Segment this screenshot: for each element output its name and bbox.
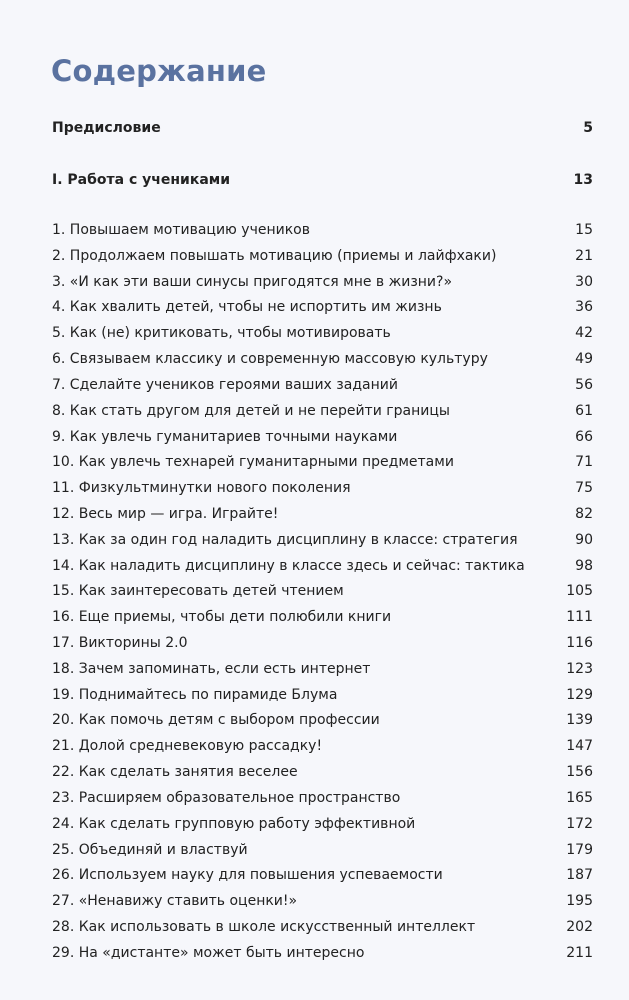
entry-page: 111	[566, 609, 593, 626]
toc-entry	[52, 323, 593, 349]
toc-entry	[52, 762, 593, 788]
entry-page: 123	[566, 660, 593, 677]
toc-entry	[52, 891, 593, 917]
entry-page: 165	[566, 789, 593, 806]
toc-entry	[52, 685, 593, 711]
entry-label: 28. Как использовать в школе искусственный интеллект	[52, 918, 476, 935]
entry-label: 18. Зачем запоминать, если есть интернет	[52, 660, 371, 677]
toc-entry	[52, 581, 593, 607]
toc-entry	[52, 865, 593, 891]
toc-part-heading	[52, 170, 593, 190]
entry-label: 10. Как увлечь технарей гуманитарными предметами	[52, 454, 454, 471]
entry-label: 21. Долой средневековую рассадку!	[52, 738, 323, 755]
toc-entry	[52, 710, 593, 736]
toc-entry	[52, 736, 593, 762]
entry-page: 179	[566, 841, 593, 858]
entry-label: 27. «Ненавижу ставить оценки!»	[52, 893, 298, 910]
entry-page: 5	[583, 120, 593, 136]
entry-page: 147	[566, 738, 593, 755]
toc-entry	[52, 401, 593, 427]
entry-page: 116	[566, 635, 593, 651]
entry-label: 25. Объединяй и властвуй	[52, 841, 248, 858]
entry-label: 23. Расширяем образовательное пространство	[52, 789, 401, 806]
toc-entry	[52, 607, 593, 633]
entry-label: 3. «И как эти ваши синусы пригодятся мне в жизни?»	[52, 273, 453, 290]
entry-page: 211	[566, 944, 593, 961]
entry-label: 14. Как наладить дисциплину в классе здесь и сейчас: тактика	[52, 557, 525, 574]
entry-page: 13	[573, 172, 593, 188]
entry-label: 17. Викторины 2.0	[52, 635, 188, 651]
entry-label: 22. Как сделать занятия веселее	[52, 764, 298, 781]
toc-entry	[52, 427, 593, 453]
toc-entry	[52, 530, 593, 556]
toc-entry	[52, 349, 593, 375]
toc-list	[0, 220, 593, 969]
entry-page: 56	[575, 376, 593, 393]
entry-label: 7. Сделайте учеников героями ваших заданий	[52, 376, 398, 393]
toc-entry	[52, 478, 593, 504]
entry-page: 202	[566, 918, 593, 935]
entry-label: 26. Используем науку для повышения успеваемости	[52, 867, 443, 884]
entry-page: 105	[566, 583, 593, 600]
entry-page: 98	[575, 557, 593, 574]
toc-entry	[52, 814, 593, 840]
toc-entry	[52, 246, 593, 272]
entry-label: 19. Поднимайтесь по пирамиде Блума	[52, 686, 338, 703]
entry-label: 2. Продолжаем повышать мотивацию (приемы и лайфхаки)	[52, 247, 497, 264]
entry-page: 15	[575, 222, 593, 238]
entry-page: 187	[566, 867, 593, 884]
entry-page: 30	[575, 273, 593, 290]
entry-page: 90	[575, 531, 593, 548]
entry-label: 11. Физкультминутки нового поколения	[52, 480, 351, 497]
page-title: Содержание	[51, 54, 267, 88]
toc-entry	[52, 917, 593, 943]
entry-label: 13. Как за один год наладить дисциплину в классе: стратегия	[52, 531, 518, 548]
toc-entry	[52, 788, 593, 814]
toc-entry	[52, 220, 593, 246]
entry-label: 16. Еще приемы, чтобы дети полюбили книги	[52, 609, 392, 626]
entry-page: 42	[575, 325, 593, 342]
toc-entry	[52, 504, 593, 530]
entry-label: 1. Повышаем мотивацию учеников	[52, 222, 310, 238]
entry-label: 29. На «дистанте» может быть интересно	[52, 944, 365, 961]
entry-page: 75	[575, 480, 593, 497]
entry-page: 139	[566, 712, 593, 729]
toc-entry-preface	[52, 118, 593, 138]
toc-entry	[52, 272, 593, 298]
entry-label: 20. Как помочь детям с выбором профессии	[52, 712, 380, 729]
entry-label: 24. Как сделать групповую работу эффективной	[52, 815, 416, 832]
toc-entry	[52, 452, 593, 478]
toc-entry	[52, 556, 593, 582]
entry-label: 12. Весь мир — игра. Играйте!	[52, 505, 279, 522]
entry-label: 5. Как (не) критиковать, чтобы мотивировать	[52, 325, 391, 342]
entry-label: 4. Как хвалить детей, чтобы не испортить им жизнь	[52, 299, 442, 316]
entry-label: 9. Как увлечь гуманитариев точными науками	[52, 428, 398, 445]
entry-page: 36	[575, 299, 593, 316]
toc-entry	[52, 943, 593, 969]
entry-label: 6. Связываем классику и современную массовую культуру	[52, 351, 488, 368]
entry-label: 8. Как стать другом для детей и не перейти границы	[52, 402, 450, 419]
entry-label: Предисловие	[52, 120, 161, 136]
toc-entry	[52, 633, 593, 659]
toc-entry	[52, 840, 593, 866]
entry-page: 156	[566, 764, 593, 781]
entry-page: 82	[575, 505, 593, 522]
toc-entry	[52, 297, 593, 323]
entry-page: 66	[575, 428, 593, 445]
entry-label: 15. Как заинтересовать детей чтением	[52, 583, 344, 600]
entry-page: 129	[566, 686, 593, 703]
entry-page: 61	[575, 402, 593, 419]
entry-page: 172	[566, 815, 593, 832]
toc-entry	[52, 375, 593, 401]
entry-page: 195	[566, 893, 593, 910]
entry-page: 71	[575, 454, 593, 471]
entry-page: 49	[575, 351, 593, 368]
entry-page: 21	[575, 247, 593, 264]
toc-entry	[52, 659, 593, 685]
entry-label: I. Работа с учениками	[52, 172, 231, 188]
